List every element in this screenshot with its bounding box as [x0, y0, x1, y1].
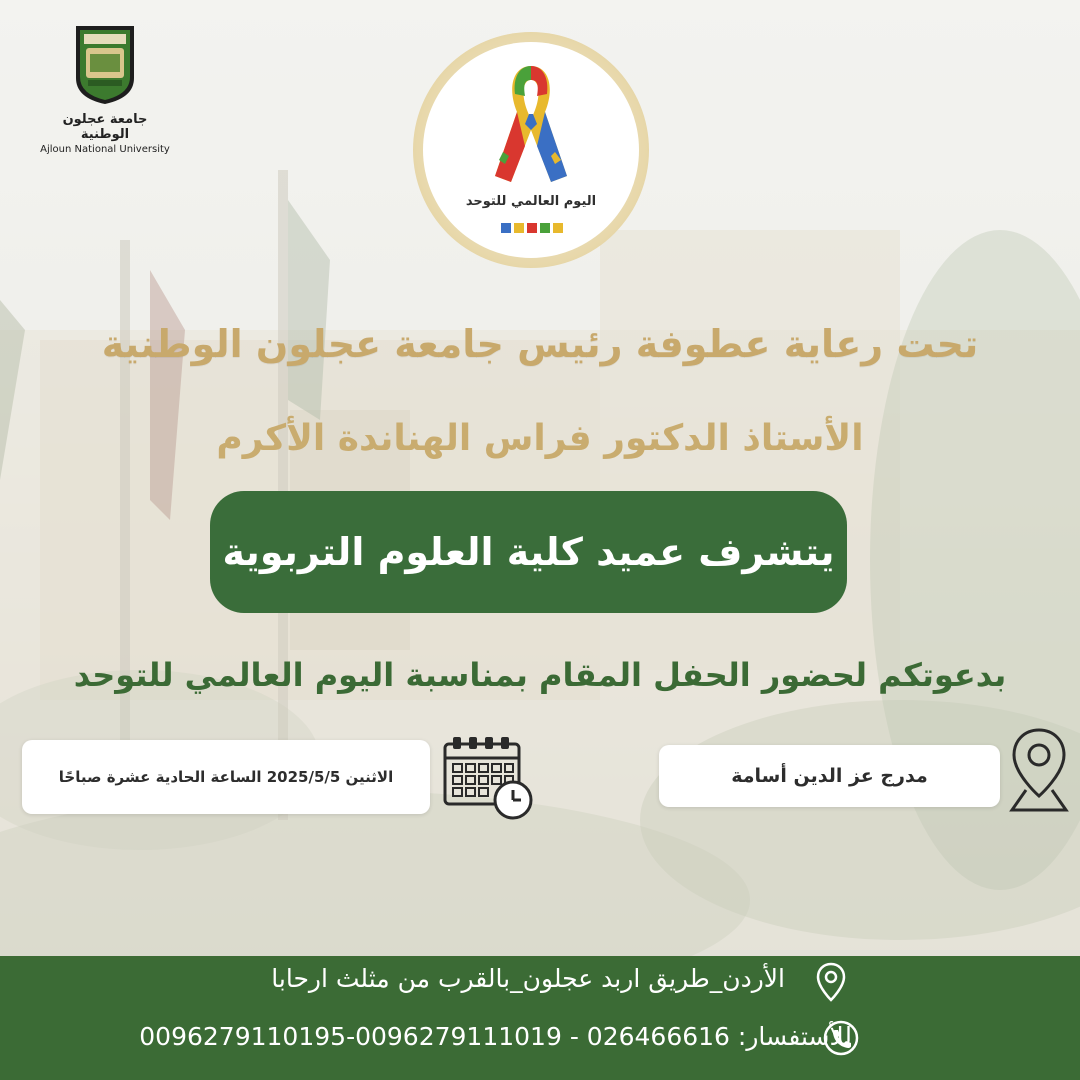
datetime-card [22, 740, 430, 814]
autism-day-badge [413, 32, 649, 268]
university-crest-icon [70, 22, 140, 106]
location-pin-icon [814, 961, 848, 1003]
datetime-text: الاثنين 2025/5/5 الساعة الحادية عشرة صباحًا [58, 768, 394, 786]
host-text: يتشرف عميد كلية العلوم التربوية [222, 530, 835, 574]
venue-text: مدرج عز الدين أسامة [731, 765, 928, 787]
patronage-line-2: الأستاذ الدكتور فراس الهناندة الأكرم [216, 418, 864, 459]
calendar-clock-icon [441, 734, 537, 822]
university-name-en: Ajloun National University [40, 144, 170, 155]
footer-inquiry: للأستفسار: 026466616 - 0096279111019-0096279110195 [139, 1022, 852, 1051]
badge-caption: اليوم العالمي للتوحد [465, 194, 597, 209]
invitation-text: بدعوتكم لحضور الحفل المقام بمناسبة اليوم العالمي للتوحد [73, 656, 1007, 694]
university-name-ar: جامعة عجلون الوطنية [62, 112, 148, 142]
footer-address: الأردن_طريق اربد عجلون_بالقرب من مثلث ارحابا [271, 964, 785, 993]
alphabet-blocks-icon [501, 222, 563, 234]
footer-bar [0, 956, 1080, 1080]
venue-card [659, 745, 1000, 807]
location-pin-icon [1006, 724, 1072, 816]
university-logo [40, 22, 170, 155]
patronage-line-1: تحت رعاية عطوفة رئيس جامعة عجلون الوطنية [101, 322, 979, 366]
host-banner [210, 491, 847, 613]
phone-icon [822, 1019, 860, 1057]
puzzle-ribbon-icon [489, 60, 573, 184]
